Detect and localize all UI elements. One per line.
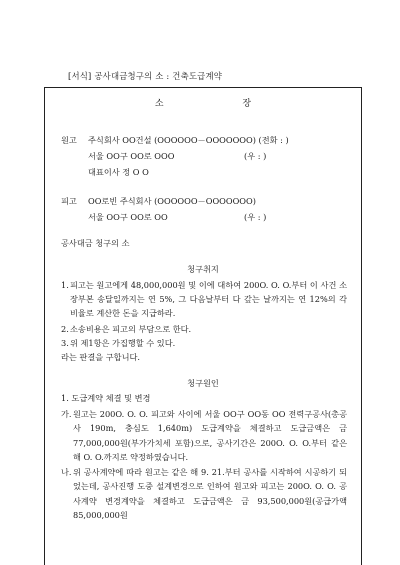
claim-cause-item <box>61 465 347 523</box>
plaintiff-address-line: 서울 OO구 OO로 OOO <box>88 151 175 161</box>
claim-purpose-closing: 라는 판결을 구합니다. <box>61 352 140 362</box>
item-text: 위 제1항은 가집행할 수 있다. <box>70 338 176 348</box>
plaintiff-postal: (우 : ) <box>244 151 267 161</box>
claim-cause-title: 청구원인 <box>187 378 219 388</box>
defendant-name-line: OO로빈 주식회사 (OOOOOO－OOOOOOO) <box>88 196 256 206</box>
defendant-address-line: 서울 OO구 OO로 OO <box>88 212 168 222</box>
defendant-role: 피고 <box>61 196 77 206</box>
item-number: 1. <box>61 280 69 290</box>
plaintiff-name-line: 주식회사 OO건설 (OOOOOO－OOOOOOO) (전화 : ) <box>88 135 289 145</box>
claim-cause-section-heading: 1. 도급계약 체결 및 변경 <box>61 393 151 403</box>
item-number: 가. <box>61 409 72 419</box>
document-frame <box>44 87 362 565</box>
claim-purpose-item <box>61 278 347 320</box>
claim-purpose-title: 청구취지 <box>187 264 219 274</box>
plaintiff-role: 원고 <box>61 135 77 145</box>
item-number: 3. <box>61 338 69 348</box>
item-text: 위 공사계약에 따라 원고는 같은 해 9. 21.부터 공사를 시작하여 시공하기 되었는데, 공사진행 도중 설계변경으로 인하여 원고와 피고는 200O. O. O. 공사계약 변경계약을 체결하고 도급금액은 금 93,500,000원(공급가액 85,000,000원 <box>73 467 347 521</box>
item-number: 나. <box>61 467 72 477</box>
form-header: [서식] 공사대금청구의 소 : 건축도급계약 <box>68 71 223 81</box>
defendant-postal: (우 : ) <box>244 212 267 222</box>
claim-purpose-item <box>61 322 347 336</box>
item-text: 원고는 200O. O. O. 피고와 사이에 서울 OO구 OO동 OO 전력구공사(총공사 190m, 충심도 1,640m) 도급계약을 체결하고 도급금액은 금 77,000,000원(부가가치세 포함)으로, 공사기간은 200O. O. O.부터 같은 해 O. O.까지로 약정하였습니다. <box>73 409 347 463</box>
item-number: 2. <box>61 324 69 334</box>
claim-subject: 공사대금 청구의 소 <box>61 238 130 248</box>
document-title: 소 장 <box>154 99 290 109</box>
plaintiff-representative: 대표이사 정 O O <box>88 167 149 177</box>
claim-cause-item <box>61 407 347 465</box>
item-text: 피고는 원고에게 48,000,000원 및 이에 대하여 200O. O. O.부터 이 사건 소장부본 송달일까지는 연 5%, 그 다음날부터 다 갚는 날까지는 연 12%의 각 비율로 계산한 돈을 지급하라. <box>70 280 347 318</box>
claim-purpose-item <box>61 336 347 350</box>
item-text: 소송비용은 피고의 부담으로 한다. <box>70 324 192 334</box>
